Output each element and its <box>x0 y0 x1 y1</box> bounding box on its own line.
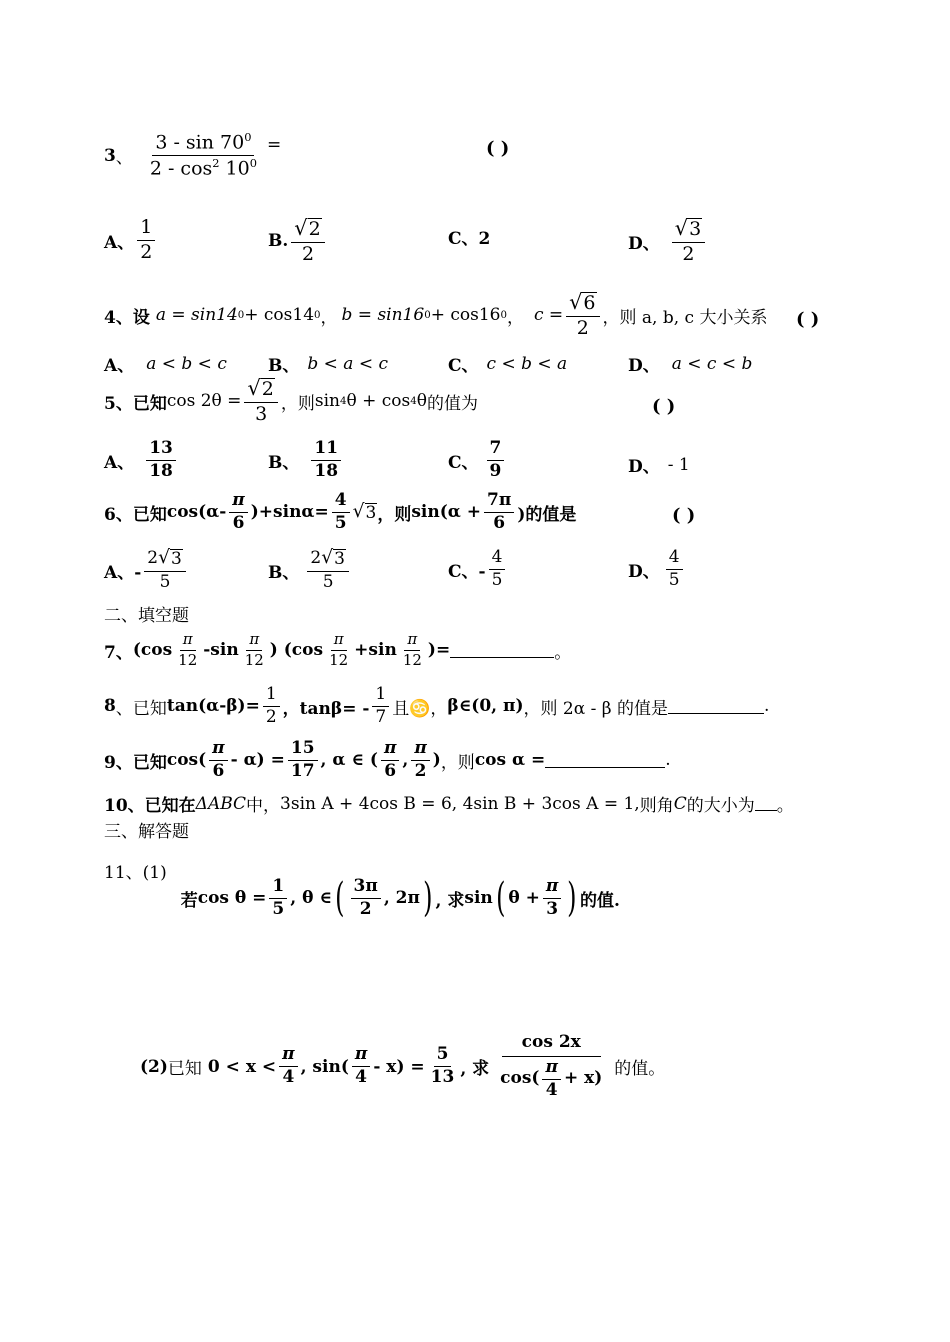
q5-option-c-den: 9 <box>489 460 502 481</box>
q11b-pi-b: π <box>352 1046 370 1067</box>
q6-four-fifths <box>332 492 350 533</box>
q5-option-c <box>448 440 507 481</box>
q3-sep: 、 <box>115 148 133 169</box>
question-11-part-1: 11、(1) 若 cos θ = $\frac{1}{5}$ , θ ∈ ( $\frac{3\pi}{2}$ , 2π ) , 求 sin ( θ + $\frac{\pi}{3}$ ) 的值. <box>104 858 620 919</box>
q8-one-seventh <box>372 686 389 727</box>
q4-sup-a: 0 <box>237 309 245 321</box>
q6-rad3: 3 <box>365 502 377 523</box>
q9-minus-alpha: - α) = <box>230 750 285 771</box>
q3-den-sup: 2 <box>212 156 220 171</box>
q4-option-a-expr: a < b < c <box>146 353 227 374</box>
q11-theta-plus: θ + <box>508 888 540 909</box>
q4-c-rad: 6 <box>583 292 596 314</box>
q10-answer-blank[interactable] <box>755 796 777 811</box>
q6-option-a-frac: 2 √ 3 5 <box>144 549 186 592</box>
q11b-pi-c: π <box>542 1059 560 1080</box>
q5-lead: 5、已知 <box>104 393 167 414</box>
q8-tan-beta: ，tanβ= - <box>282 698 370 719</box>
q8-one-a: 1 <box>263 686 280 707</box>
q3-option-d-rad: 3 <box>689 218 702 240</box>
q9-pi-6-b <box>381 740 399 781</box>
q6-option-c-num: 4 <box>489 549 506 570</box>
q5-option-c-num: 7 <box>487 440 505 461</box>
q4-a-def: a = sin14 <box>155 305 238 326</box>
q11-five: 5 <box>272 898 285 919</box>
q7-pi-12-c <box>326 632 351 669</box>
q11b-pi-4-b <box>352 1046 370 1087</box>
q3-fraction <box>147 132 260 180</box>
q5-option-a-frac <box>146 440 176 481</box>
q5-rad: 2 <box>261 378 274 400</box>
q9-pi-b: π <box>381 740 399 761</box>
q11b-den-tail: + x) <box>563 1068 603 1089</box>
q11-one: 1 <box>269 878 287 899</box>
q7-twelve-a: 12 <box>178 650 198 669</box>
q11b-den-cos: cos( <box>500 1068 540 1089</box>
section-fill-in-title: 二、填空题 <box>104 606 189 626</box>
q8-beta-range: β∈(0, π) <box>447 696 524 717</box>
q4-c-frac: √ 6 2 <box>566 292 599 339</box>
q6-seven-pi: 7π <box>484 492 514 513</box>
q9-answer-blank[interactable] <box>545 753 665 768</box>
q6-option-b-coef: 2 <box>310 548 322 568</box>
q5-option-d-label: D、 <box>628 457 660 477</box>
q3-option-d <box>628 218 708 265</box>
q5-option-b-num: 11 <box>311 440 341 461</box>
q11-find: , 求 <box>435 890 465 911</box>
q4-comma-1: ， <box>320 307 338 328</box>
q11-if: 若 <box>180 890 198 911</box>
q5-mid: ，则 <box>280 393 315 414</box>
q6-option-a-den: 5 <box>159 571 171 592</box>
q9-lead: 9、已知 <box>104 752 167 773</box>
q4-option-a <box>104 351 227 376</box>
q6-option-c-label: C、- <box>448 561 486 582</box>
q3-option-d-den: 2 <box>682 242 695 265</box>
q6-cos-part: cos(α- <box>166 502 227 523</box>
q5-option-b-den: 18 <box>314 460 339 481</box>
q3-numerator: 3 - sin 70 <box>155 131 245 154</box>
q6-five: 5 <box>334 512 347 533</box>
q8-end: . <box>763 696 770 717</box>
q10-triangle: ΔABC <box>195 793 247 814</box>
q7-lead: 7、 <box>104 642 133 663</box>
q11b-minus-x: - x) = <box>373 1056 425 1077</box>
q6-option-b <box>268 549 352 592</box>
q4-tail: ，则 a, b, c 大小关系 <box>602 307 768 328</box>
q7-answer-blank[interactable] <box>450 643 554 658</box>
q11b-value: 的值。 <box>614 1059 666 1080</box>
q10-lead: 10、已知在 <box>104 796 196 816</box>
q11-one-fifth <box>269 878 287 919</box>
q6-option-a-label: A、- <box>104 562 142 583</box>
q9-comma: , <box>402 750 409 771</box>
q4-option-d-expr: a < c < b <box>671 353 753 374</box>
q11-three-pi: 3π <box>351 878 381 899</box>
q11-3pi-2 <box>351 878 381 919</box>
q6-7pi-over-6 <box>484 492 514 533</box>
q3-option-b-rad: 2 <box>308 218 321 240</box>
q4-c-den: 2 <box>576 316 589 339</box>
q4-sup-b: 0 <box>314 309 321 321</box>
q6-option-a-coef: 2 <box>147 548 159 568</box>
q11-value: 的值. <box>579 890 620 911</box>
q11b-four-b: 4 <box>355 1067 368 1088</box>
q6-sin-alpha: sin(α + <box>411 502 482 523</box>
q11b-four-c: 4 <box>545 1079 558 1100</box>
q11b-known: 已知 <box>167 1059 202 1080</box>
q11b-big-frac <box>497 1034 605 1100</box>
q7-pi-12-a <box>175 632 200 669</box>
q6-tail: )的值是 <box>517 504 577 525</box>
q9-pi-2 <box>411 740 429 781</box>
q5-sup4-a: 4 <box>339 395 347 407</box>
q4-sup-d: 0 <box>500 309 507 321</box>
q11-sin: sin <box>464 888 493 909</box>
q7-twelve-c: 12 <box>329 650 349 669</box>
q8-one-b: 1 <box>372 686 389 707</box>
q3-option-b-label: B. <box>268 231 289 252</box>
q6-then: ，则 <box>377 504 412 525</box>
q3-option-b-den: 2 <box>301 242 315 265</box>
q4-option-b <box>268 351 388 376</box>
q4-option-b-expr: b < a < c <box>307 353 389 374</box>
q4-b-def: b = sin16 <box>341 305 425 326</box>
q3-number: 3 <box>104 145 116 166</box>
q3-option-d-frac: √ 3 2 <box>672 218 705 265</box>
q5-option-c-frac <box>487 440 505 481</box>
q11b-five: 5 <box>434 1046 452 1067</box>
q7-end: 。 <box>554 642 572 663</box>
q7-cos-open: (cos <box>132 640 173 661</box>
q11-three: 3 <box>546 898 559 919</box>
q6-answer-paren: ( ) <box>672 505 696 526</box>
q4-cos14: + cos14 <box>244 305 315 326</box>
question-4 <box>104 292 767 339</box>
q10-equations: 3sin A + 4cos B = 6, 4sin B + 3cos A = 1, <box>280 793 640 814</box>
q6-option-c-den: 5 <box>491 569 503 590</box>
q10-middle: 中， <box>246 796 281 816</box>
q6-sin-part: )+sinα= <box>250 502 329 523</box>
question-10 <box>104 791 794 816</box>
q9-cos-open: cos( <box>166 750 207 771</box>
q3-option-a-num: 1 <box>137 218 155 241</box>
q5-den: 3 <box>255 402 268 425</box>
q4-answer-paren: ( ) <box>796 309 820 330</box>
q10-size-text: 的大小为 <box>686 796 755 816</box>
q3-option-c: C、2 <box>448 229 491 249</box>
q4-c-def: c = <box>533 305 564 326</box>
q8-symbol: 且♋ <box>392 698 431 719</box>
q3-option-a-frac <box>137 218 155 263</box>
q9-then: ，则 <box>440 752 475 773</box>
q6-option-d <box>628 549 686 590</box>
q7-pi-12-d <box>400 632 425 669</box>
q10-c: C <box>673 793 687 814</box>
q9-15-17 <box>288 740 318 781</box>
q3-denominator: 2 - cos <box>149 157 213 180</box>
q9-six-a: 6 <box>212 760 225 781</box>
q7-cos-open-2: ) (cos <box>269 640 324 661</box>
question-5 <box>104 378 478 425</box>
q8-glyph: 、 <box>115 698 133 719</box>
q11b-range: 0 < x < <box>207 1056 277 1077</box>
question-8 <box>104 686 769 727</box>
q3-option-d-label: D、 <box>628 233 660 254</box>
q9-close: ) <box>432 750 441 771</box>
q4-option-c-label: C、 <box>448 356 479 376</box>
q5-option-a-den: 18 <box>149 460 173 481</box>
q8-tail: ，则 2α - β 的值是 <box>523 698 668 719</box>
q9-15: 15 <box>288 740 318 761</box>
question-9 <box>104 740 671 781</box>
q4-option-b-label: B、 <box>268 356 300 376</box>
q5-option-a-label: A、 <box>104 452 135 473</box>
q8-tan-diff: tan(α-β)= <box>166 696 260 717</box>
q5-option-d-value: - 1 <box>667 454 690 475</box>
q11-cos-theta: cos θ = <box>197 888 267 909</box>
q6-option-b-label: B、 <box>268 562 300 583</box>
q8-lead: 8 <box>104 696 116 717</box>
q5-theta: θ <box>416 391 427 412</box>
q6-option-d-frac <box>666 549 683 590</box>
q4-cos16: + cos16 <box>430 305 501 326</box>
q6-option-c-frac <box>489 549 506 590</box>
q4-sup-c: 0 <box>424 309 431 321</box>
q6-option-b-den: 5 <box>322 571 334 592</box>
q3-answer-paren: ( ) <box>486 138 510 159</box>
q4-option-c <box>448 351 567 376</box>
q3-den-tail-sup: 0 <box>249 156 257 171</box>
q8-known: 已知 <box>132 698 167 719</box>
q6-pi: π <box>229 492 247 513</box>
q9-alpha-in: , α ∈ ( <box>320 750 378 771</box>
q6-option-d-den: 5 <box>668 569 680 590</box>
q6-six-b: 6 <box>493 512 506 533</box>
q3-den-tail: 10 <box>219 157 250 180</box>
question-6: 6、已知 cos(α- $\frac{\pi}{6}$ )+sinα= $\frac{4}{5}$ √ 3 ，则 sin(α + $\frac{7\pi}{6}$ )的值是 <box>104 490 577 533</box>
q11b-find: , 求 <box>460 1059 490 1080</box>
q5-option-b-label: B、 <box>268 452 300 473</box>
q8-two: 2 <box>265 706 277 727</box>
q7-twelve-d: 12 <box>402 650 422 669</box>
q7-plus-sin: +sin <box>354 640 397 661</box>
q11b-lead: (2) <box>140 1056 168 1077</box>
q5-option-b-frac <box>311 440 341 481</box>
q11-pi-3 <box>543 878 561 919</box>
q11b-pi-4-a <box>279 1046 297 1087</box>
q5-option-a-num: 13 <box>146 440 176 461</box>
q3-num-sup: 0 <box>244 130 252 144</box>
q5-tail: 的值为 <box>426 393 478 414</box>
q7-pi-b: π <box>246 632 262 651</box>
q6-four: 4 <box>332 492 350 513</box>
q9-end: . <box>665 750 671 771</box>
q11b-pi-a: π <box>279 1046 297 1067</box>
q9-17: 17 <box>290 760 315 781</box>
q8-one-half <box>263 686 280 727</box>
q5-option-a <box>104 440 179 481</box>
q3-equals: = <box>266 134 282 155</box>
q3-option-b-frac: √ 2 2 <box>291 218 324 265</box>
q9-six-b: 6 <box>384 760 397 781</box>
question-3 <box>104 132 281 180</box>
q6-option-c <box>448 549 508 590</box>
q6-option-d-label: D、 <box>628 561 660 582</box>
q10-end: 。 <box>776 796 794 816</box>
q9-cos-alpha: cos α = <box>474 750 546 771</box>
q9-pi-c: π <box>411 740 429 761</box>
q11-theta-in: , θ ∈ <box>290 888 332 909</box>
q4-option-a-label: A、 <box>104 356 135 376</box>
q10-angle-text: 则角 <box>639 796 674 816</box>
q11-lead: 11、(1) <box>104 863 167 883</box>
q8-seven: 7 <box>375 706 387 727</box>
q11-two: 2 <box>359 898 372 919</box>
q9-pi-a: π <box>209 740 227 761</box>
q5-option-c-label: C、 <box>448 452 479 473</box>
q4-comma-2: ， <box>506 307 524 328</box>
section-solve-title: 三、解答题 <box>104 822 189 842</box>
q5-plus-cos: θ + cos <box>346 391 411 412</box>
question-11-part-2 <box>140 1034 665 1100</box>
q11b-5-13 <box>428 1046 458 1087</box>
q11b-thirteen: 13 <box>430 1067 455 1088</box>
q9-pi-6 <box>209 740 227 781</box>
q3-option-a-label: A、 <box>104 232 135 253</box>
q5-sup4-b: 4 <box>410 395 417 407</box>
q5-frac: √ 2 3 <box>244 378 277 425</box>
q7-equals: )= <box>427 640 451 661</box>
q3-option-a <box>104 218 158 263</box>
q9-two: 2 <box>414 760 427 781</box>
q6-option-b-rad: 3 <box>334 549 345 569</box>
q11b-numerator: cos 2x <box>502 1034 601 1057</box>
q4-lead: 4、设 <box>104 307 150 328</box>
q5-option-d <box>628 452 690 477</box>
q6-pi-over-6 <box>229 492 247 533</box>
q3-option-b <box>268 218 328 265</box>
q7-minus-sin: -sin <box>203 640 239 661</box>
q7-twelve-b: 12 <box>244 650 264 669</box>
q5-answer-paren: ( ) <box>652 396 676 417</box>
q6-option-a <box>104 549 189 592</box>
q4-option-d-label: D、 <box>628 356 660 376</box>
q5-option-b <box>268 440 344 481</box>
q6-option-d-num: 4 <box>666 549 683 570</box>
q11b-sin-open: , sin( <box>300 1056 349 1077</box>
q11-two-pi: , 2π <box>383 888 420 909</box>
q4-option-c-expr: c < b < a <box>486 353 568 374</box>
q5-sin: sin <box>314 391 340 412</box>
q8-comma: ， <box>430 698 448 719</box>
q5-cos2t: cos 2θ = <box>166 391 242 412</box>
q11-pi: π <box>543 878 561 899</box>
q3-option-a-den: 2 <box>140 240 153 263</box>
q8-answer-blank[interactable] <box>668 699 764 714</box>
q4-option-d <box>628 351 752 376</box>
q7-pi-d: π <box>404 632 420 651</box>
q11b-four-a: 4 <box>282 1067 295 1088</box>
q7-pi-a: π <box>180 632 196 651</box>
question-7 <box>104 632 571 669</box>
q7-pi-12-b <box>242 632 267 669</box>
q7-pi-c: π <box>331 632 347 651</box>
q6-option-a-rad: 3 <box>171 549 182 569</box>
q6-lead: 6、已知 <box>104 504 167 525</box>
q6-six: 6 <box>232 512 245 533</box>
q6-option-b-frac: 2 √ 3 5 <box>307 549 349 592</box>
